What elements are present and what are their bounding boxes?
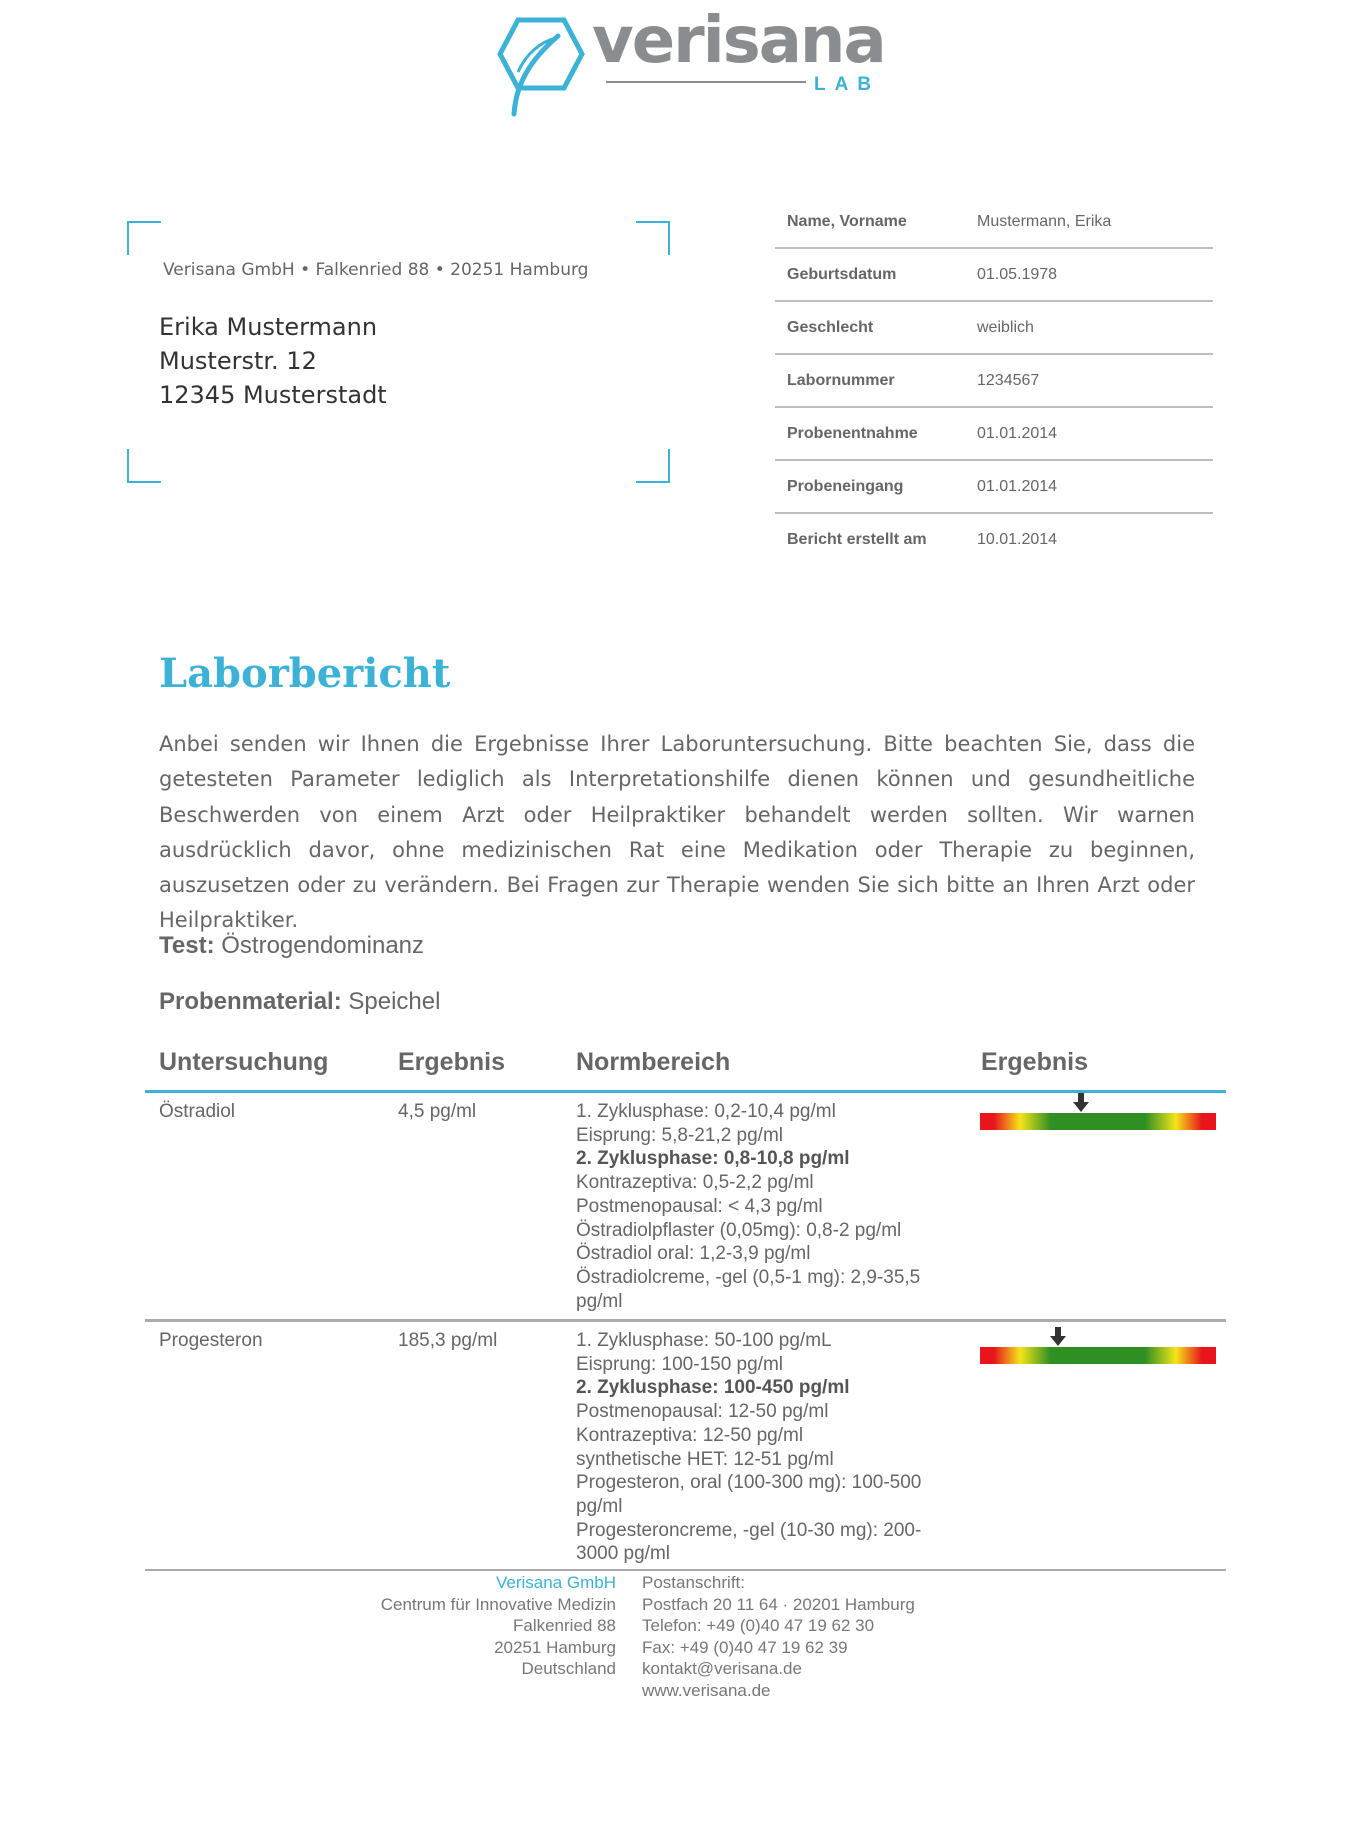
footer-line: Postfach 20 11 64 · 20201 Hamburg xyxy=(642,1594,915,1614)
norm-range-line: Östradiolpflaster (0,05mg): 0,8-2 pg/ml xyxy=(576,1219,902,1241)
patient-info-table xyxy=(775,196,1213,565)
info-value: 10.01.2014 xyxy=(977,530,1058,548)
sender-line: Verisana GmbH • Falkenried 88 • 20251 Hamburg xyxy=(163,260,589,280)
footer-company-name: Verisana GmbH xyxy=(496,1573,616,1592)
info-row xyxy=(775,196,1213,249)
info-value: Mustermann, Erika xyxy=(977,212,1112,230)
info-row xyxy=(775,461,1213,514)
hexagon-leaf-icon xyxy=(496,14,588,126)
footer-line: Postanschrift: xyxy=(642,1573,745,1592)
info-value: 01.01.2014 xyxy=(977,424,1058,442)
info-value: 1234567 xyxy=(977,371,1040,389)
recipient-street: Musterstr. 12 xyxy=(159,347,317,375)
footer-email-link[interactable]: kontakt@verisana.de xyxy=(642,1659,802,1678)
row-name: Östradiol xyxy=(159,1101,236,1122)
footer-line: Falkenried 88 xyxy=(512,1616,616,1635)
material-line xyxy=(159,988,440,1016)
info-row xyxy=(775,355,1213,408)
norm-range-line: pg/ml xyxy=(576,1495,623,1517)
info-label: Labornummer xyxy=(787,371,895,389)
footer-fax: Fax: +49 (0)40 47 19 62 39 xyxy=(642,1637,848,1657)
address-corner-top-right xyxy=(636,221,670,255)
logo-divider xyxy=(606,81,806,83)
norm-range-line: 3000 pg/ml xyxy=(576,1543,671,1565)
norm-range-line: Eisprung: 5,8-21,2 pg/ml xyxy=(576,1124,784,1146)
info-label: Probenentnahme xyxy=(787,424,918,442)
result-scale xyxy=(980,1093,1216,1133)
norm-range-line: 1. Zyklusphase: 50-100 pg/mL xyxy=(576,1330,832,1351)
info-value: 01.05.1978 xyxy=(977,265,1058,283)
norm-range-line: Postmenopausal: < 4,3 pg/ml xyxy=(576,1195,823,1217)
info-row xyxy=(775,302,1213,355)
info-row xyxy=(775,249,1213,302)
address-corner-bottom-right xyxy=(636,449,670,483)
norm-range-line: Progesteroncreme, -gel (10-30 mg): 200- xyxy=(576,1519,922,1541)
norm-range-line: Östradiolcreme, -gel (0,5-1 mg): 2,9-35,5 xyxy=(576,1266,921,1288)
norm-range-line: pg/ml xyxy=(576,1290,623,1312)
header-ergebnis-scale: Ergebnis xyxy=(981,1048,1088,1076)
logo-sub: LAB xyxy=(814,74,881,95)
address-corner-bottom-left xyxy=(127,449,161,483)
norm-range-list xyxy=(576,1100,956,1313)
color-scale-bar xyxy=(980,1347,1216,1364)
test-label: Test: xyxy=(159,932,215,959)
footer-line: Centrum für Innovative Medizin xyxy=(380,1594,616,1614)
norm-range-line: Kontrazeptiva: 0,5-2,2 pg/ml xyxy=(576,1172,814,1194)
row-value: 4,5 pg/ml xyxy=(398,1101,477,1122)
material-label: Probenmaterial: xyxy=(159,988,342,1015)
verisana-logo xyxy=(496,4,885,126)
footer-line: 20251 Hamburg xyxy=(494,1637,616,1657)
info-label: Probeneingang xyxy=(787,477,904,495)
page-title: Laborbericht xyxy=(159,650,451,697)
intro-paragraph: Anbei senden wir Ihnen die Ergebnisse Ihrer Laboruntersuchung. Bitte beachten Sie, dass die getesteten Parameter lediglich als Interpretationshilfe dienen können und gesundheitliche Beschwerden von einem Arzt oder Heilpraktiker behandelt werden sollten. Wir warnen ausdrücklich davor, ohne medizinischen Rat eine Medikation oder Therapie zu beginnen, auszusetzen oder zu verändern. Bei Fragen zur Therapie wenden Sie sich bitte an Ihren Arzt oder Heilpraktiker. xyxy=(159,732,1195,933)
header-ergebnis: Ergebnis xyxy=(398,1048,505,1076)
test-line xyxy=(159,932,424,960)
footer-rule xyxy=(145,1569,1226,1571)
recipient-city: 12345 Musterstadt xyxy=(159,381,387,409)
norm-range-line: 2. Zyklusphase: 0,8-10,8 pg/ml xyxy=(576,1148,850,1170)
result-scale xyxy=(980,1327,1216,1367)
footer-contact xyxy=(642,1572,915,1701)
header-untersuchung: Untersuchung xyxy=(159,1048,329,1076)
norm-range-line: Eisprung: 100-150 pg/ml xyxy=(576,1353,784,1375)
norm-range-line: Postmenopausal: 12-50 pg/ml xyxy=(576,1401,829,1423)
info-value: weiblich xyxy=(977,318,1034,336)
norm-range-line: Kontrazeptiva: 12-50 pg/ml xyxy=(576,1424,804,1446)
address-corner-top-left xyxy=(127,221,161,255)
test-value: Östrogendominanz xyxy=(221,932,425,959)
info-label: Name, Vorname xyxy=(787,212,907,230)
logo-wordmark: verisana xyxy=(592,4,885,78)
arrow-down-icon xyxy=(1050,1327,1066,1347)
footer-company xyxy=(300,1572,616,1680)
recipient-name: Erika Mustermann xyxy=(159,313,378,341)
info-label: Bericht erstellt am xyxy=(787,530,927,548)
info-value: 01.01.2014 xyxy=(977,477,1058,495)
info-label: Geschlecht xyxy=(787,318,874,336)
norm-range-list xyxy=(576,1329,956,1566)
footer-website-link[interactable]: www.verisana.de xyxy=(642,1680,771,1700)
info-label: Geburtsdatum xyxy=(787,265,897,283)
arrow-down-icon xyxy=(1073,1093,1089,1113)
header-normbereich: Normbereich xyxy=(576,1048,731,1076)
norm-range-line: Östradiol oral: 1,2-3,9 pg/ml xyxy=(576,1243,811,1265)
row-name: Progesteron xyxy=(159,1330,263,1351)
color-scale-bar xyxy=(980,1113,1216,1130)
footer-phone: Telefon: +49 (0)40 47 19 62 30 xyxy=(642,1616,875,1635)
row-divider xyxy=(145,1319,1226,1322)
info-row xyxy=(775,408,1213,461)
norm-range-line: synthetische HET: 12-51 pg/ml xyxy=(576,1448,834,1470)
recipient-address xyxy=(159,310,387,412)
material-value: Speichel xyxy=(348,988,441,1015)
row-value: 185,3 pg/ml xyxy=(398,1330,498,1351)
footer-line: Deutschland xyxy=(521,1659,616,1678)
norm-range-line: 2. Zyklusphase: 100-450 pg/ml xyxy=(576,1377,850,1399)
norm-range-line: Progesteron, oral (100-300 mg): 100-500 xyxy=(576,1472,922,1494)
info-row xyxy=(775,514,1213,565)
norm-range-line: 1. Zyklusphase: 0,2-10,4 pg/ml xyxy=(576,1101,836,1122)
